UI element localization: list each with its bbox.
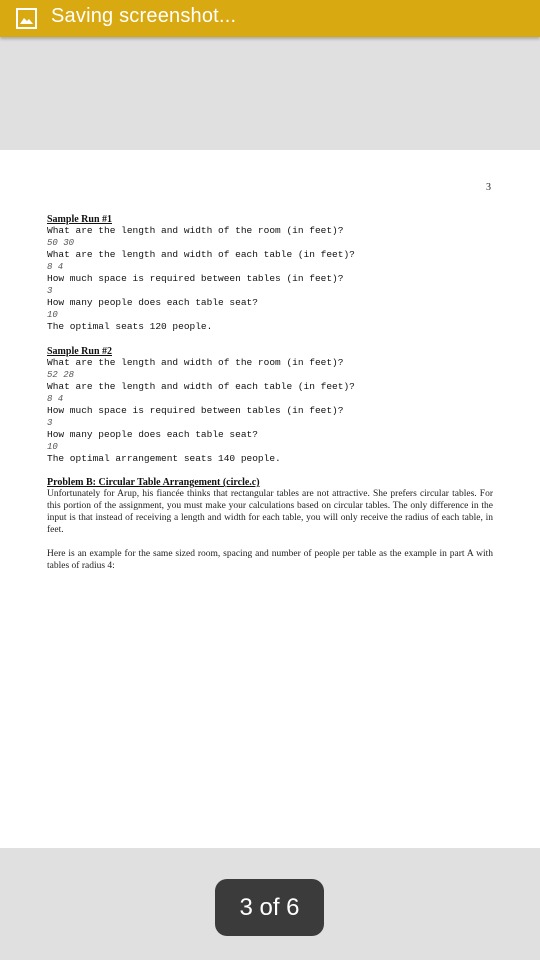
problem-b-section — [47, 477, 493, 572]
sample-input-line: 3 — [47, 286, 53, 296]
sample-input-line: 50 30 — [47, 238, 75, 248]
sample-input-line: 8 4 — [47, 394, 64, 404]
sample-run-2 — [47, 346, 493, 465]
sample-output-line: How many people does each table seat? — [47, 429, 258, 440]
page-number: 3 — [486, 182, 491, 193]
sample-run-2-output — [47, 357, 493, 465]
image-screenshot-icon — [16, 8, 37, 29]
document-page[interactable] — [0, 150, 540, 848]
sample-run-2-heading: Sample Run #2 — [47, 346, 113, 357]
sample-output-line: How many people does each table seat? — [47, 297, 258, 308]
sample-input-line: 10 — [47, 442, 58, 452]
problem-b-paragraph-2: Here is an example for the same sized room, spacing and number of people per table as the example in part A with tables of radius 4: — [47, 549, 493, 571]
sample-output-line: The optimal seats 120 people. — [47, 321, 213, 332]
sample-run-1-output — [47, 225, 493, 333]
status-notification-bar — [0, 0, 540, 37]
sample-run-1 — [47, 214, 493, 333]
sample-run-1-heading: Sample Run #1 — [47, 214, 113, 225]
sample-input-line: 52 28 — [47, 370, 75, 380]
sample-output-line: How much space is required between tables (in feet)? — [47, 405, 344, 416]
problem-b-heading: Problem B: Circular Table Arrangement (circle.c) — [47, 477, 260, 488]
sample-output-line: What are the length and width of the room (in feet)? — [47, 357, 344, 368]
sample-input-line: 10 — [47, 310, 58, 320]
sample-input-line: 3 — [47, 418, 53, 428]
sample-output-line: What are the length and width of each table (in feet)? — [47, 381, 355, 392]
sample-output-line: What are the length and width of the room (in feet)? — [47, 225, 344, 236]
sample-output-line: How much space is required between tables (in feet)? — [47, 273, 344, 284]
page-indicator: 3 of 6 — [215, 879, 324, 936]
sample-input-line: 8 4 — [47, 262, 64, 272]
problem-b-paragraph-1: Unfortunately for Arup, his fiancée thinks that rectangular tables are not attractive. She prefers circular tables. For this portion of the assignment, you must make your calculations based on circular tables. The only difference in the input is that instead of receiving a length and width for each table, you will only receive the radius of each table, in feet. — [47, 489, 493, 535]
sample-output-line: What are the length and width of each table (in feet)? — [47, 249, 355, 260]
sample-output-line: The optimal arrangement seats 140 people. — [47, 453, 281, 464]
status-text: Saving screenshot... — [51, 5, 237, 27]
